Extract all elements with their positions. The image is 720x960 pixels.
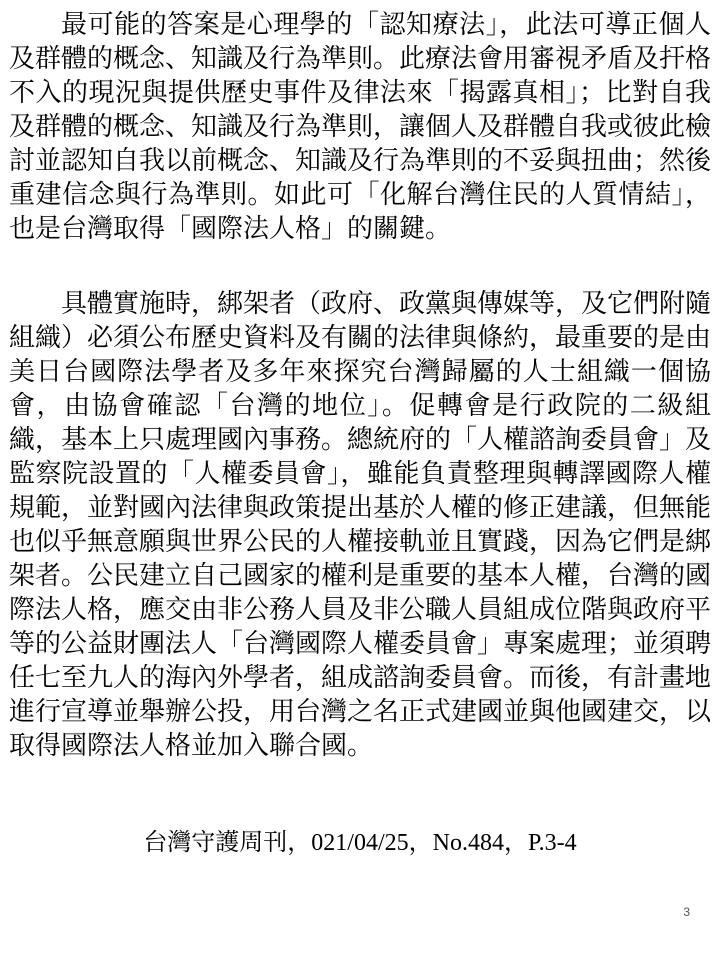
paragraph-implementation: 具體實施時，綁架者（政府、政黨與傳媒等，及它們附隨組織）必須公布歷史資料及有關的法律與條約，最重要的是由美日台國際法學者及多年來探究台灣歸屬的人士組織一個協會，由協會確認「台灣的地位」。促轉會是行政院的二級組織，基本上只處理國內事務。總統府的「人權諮詢委員會」及監察院設置的「人權委員會」，雖能負責整理與轉譯國際人權規範，並對國內法律與政策提出基於人權的修正建議，但無能也似乎無意願與世界公民的人權接軌並且實踐，因為它們是綁架者。公民建立自己國家的權利是重要的基本人權，台灣的國際法人格，應交由非公務人員及非公職人員組成位階與政府平等的公益財團法人「台灣國際人權委員會」專案處理；並須聘任七至九人的海內外學者，組成諮詢委員會。而後，有計畫地進行宣導並舉辦公投，用台灣之名正式建國並與他國建交，以取得國際法人格並加入聯合國。 [9, 289, 712, 761]
source-citation: 台灣守護周刊，021/04/25，No.484，P.3-4 [143, 830, 577, 856]
page-number: 3 [683, 905, 690, 919]
paragraph-cognitive-therapy: 最可能的答案是心理學的「認知療法」，此法可導正個人及群體的概念、知識及行為準則。此療法會用審視矛盾及扞格不入的現況與提供歷史事件及律法來「揭露真相」；比對自我及群體的概念、知識及行為準則，讓個人及群體自我或彼此檢討並認知自我以前概念、知識及行為準則的不妥與扭曲；然後重建信念與行為準則。如此可「化解台灣住民的人質情結」，也是台灣取得「國際法人格」的關鍵。 [9, 10, 712, 244]
